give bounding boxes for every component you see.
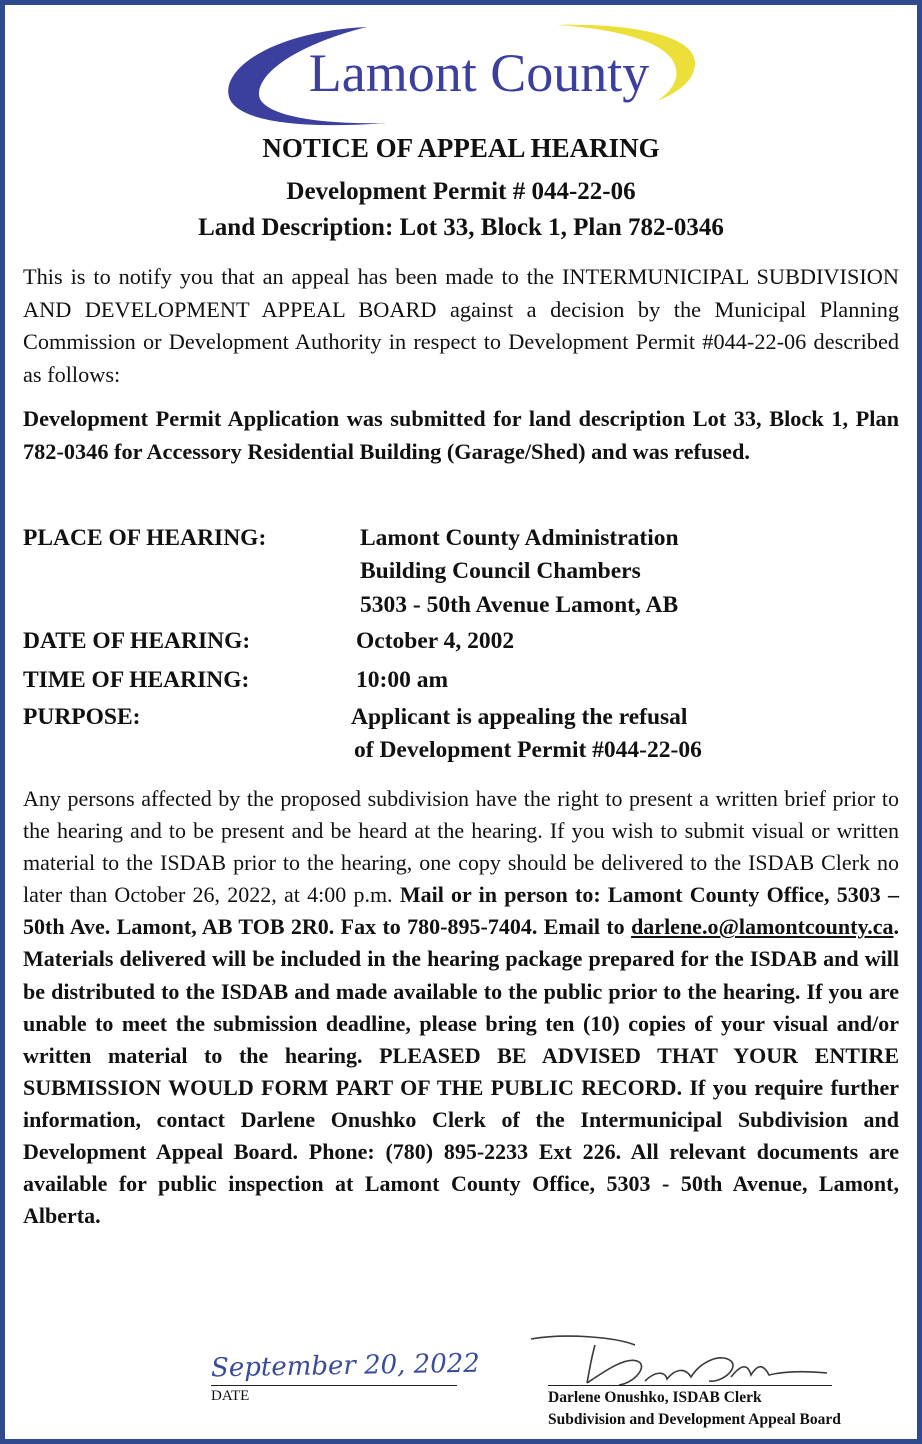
time-value: 10:00 am [356,667,449,693]
place-line-1: Lamont County Administration [360,525,679,551]
intro-paragraph: This is to notify you that an appeal has been made to the INTERMUNICIPAL SUBDIVISION AND DEVELOPMENT APPEAL BOARD against a decision by the Municipal Planning Commission or Development Authority in respect to Development Permit #044-22-06 described as follows: [23,264,899,387]
date-signature-line [211,1385,457,1386]
body-text-part-1: Any persons affected by the proposed subdivision have the right to present a written brief prior to the hearing and to be present and be heard at the hearing. If you wish to submit visual or written material to the ISDAB prior to the hearing, one copy should be delivered to the ISDAB Clerk no later than October 26, 2022, at 4:00 p.m. [23,786,899,908]
clerk-signature-line [548,1385,832,1386]
logo-text: Lamont County [308,43,650,103]
permit-number: Development Permit # 044-22-06 [286,178,636,205]
place-line-2: Building Council Chambers [360,558,641,584]
email-link[interactable]: darlene.o@lamontcounty.ca [631,914,894,940]
date-label: DATE OF HEARING: [23,628,251,654]
body-text-part-3: . Materials delivered will be included in the hearing package prepared for the ISDAB and will be distributed to the ISDAB and made available to the public prior to the hearing. If you are unable to meet the submission deadline, please bring ten (10) copies of your visual and/or written material to the hearing. PLEASED BE ADVISED THAT YOUR ENTIRE SUBMISSION WOULD FORM PART OF THE PUBLIC RECORD. If you require further information, contact Darlene Onushko Clerk of the Intermunicipal Subdivision and Development Appeal Board. Phone: (780) 895-2233 Ext 226. All relevant documents are available for public inspection at Lamont County Office, 5303 - 50th Avenue, Lamont, Alberta. [23,914,900,1229]
place-line-3: 5303 - 50th Avenue Lamont, AB [360,592,679,618]
clerk-name: Darlene Onushko, ISDAB Clerk [548,1389,762,1406]
place-label: PLACE OF HEARING: [23,525,267,551]
body-paragraph [23,783,899,1232]
handwritten-date: September 20, 2022 [210,1348,481,1384]
lamont-county-logo [217,19,703,131]
notice-title: NOTICE OF APPEAL HEARING [262,133,660,163]
purpose-label: PURPOSE: [23,704,141,730]
date-value: October 4, 2002 [356,628,515,654]
land-description: Land Description: Lot 33, Block 1, Plan 782-0346 [198,214,724,241]
purpose-line-1: Applicant is appealing the refusal [351,704,688,730]
date-caption: DATE [211,1388,250,1404]
application-paragraph: Development Permit Application was submitted for land description Lot 33, Block 1, Plan 782-0346 for Accessory Residential Building (Garage/Shed) and was refused. [23,406,899,464]
body-text-part-2: Mail or in person to: Lamont County Office, 5303 – 50th Ave. Lamont, AB TOB 2R0. Fax to 780-895-7404. Email to [23,882,900,940]
clerk-board-title: Subdivision and Development Appeal Board [548,1411,841,1428]
purpose-line-2: of Development Permit #044-22-06 [354,737,702,763]
time-label: TIME OF HEARING: [23,667,250,693]
